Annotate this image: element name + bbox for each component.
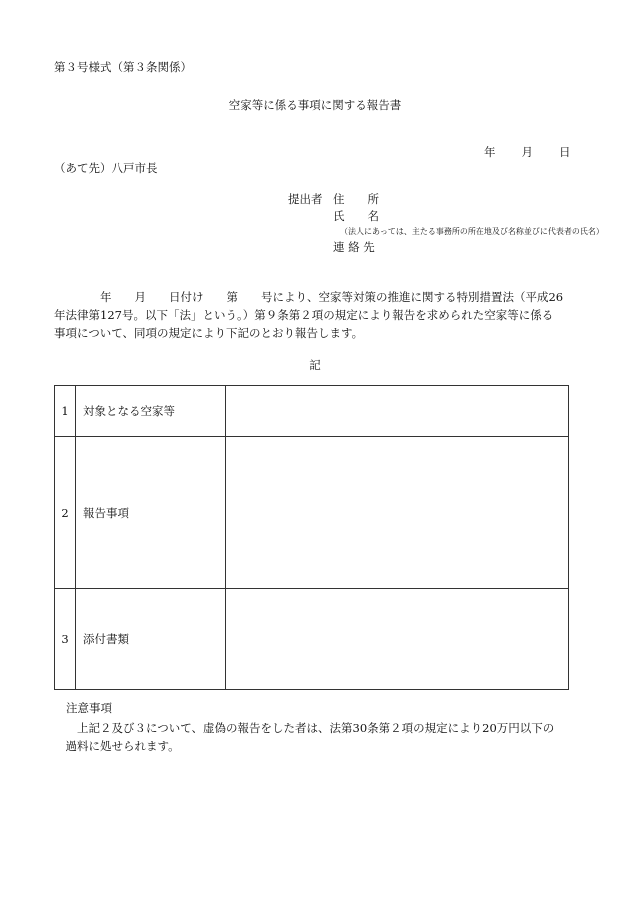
document-title: 空家等に係る事項に関する報告書 [228,98,402,112]
form-number: 第３号様式（第３条関係） [54,60,192,74]
ki-heading: 記 [309,358,321,372]
notes-heading: 注意事項 [66,701,112,715]
row-number: 1 [55,386,76,437]
row-item-label: 対象となる空家等 [76,386,226,437]
body-text [54,288,574,342]
body-line: 年 月 日付け 第 号により、空家等対策の推進に関する特別措置法（平成26 [54,290,564,304]
notes-line: 上記２及び３について、虚偽の報告をした者は、法第30条第２項の規定により20万円以下の [54,721,555,735]
row-number: 3 [55,589,76,690]
name-label: 氏 名 [333,209,379,223]
notes-text [54,719,554,755]
row-number: 2 [55,437,76,589]
address-label: 住 所 [333,192,379,206]
row-value-cell[interactable] [226,589,569,690]
contact-label: 連 絡 先 [333,240,375,254]
date-day: 日 [559,145,571,159]
table-row [55,386,569,437]
addressee: （あて先）八戸市長 [54,161,158,175]
row-value-cell[interactable] [226,386,569,437]
row-item-label: 報告事項 [76,437,226,589]
date-month: 月 [521,145,533,159]
row-item-label: 添付書類 [76,589,226,690]
report-table [54,385,569,690]
row-value-cell[interactable] [226,437,569,589]
submitter-label: 提出者 [288,192,323,206]
table-row [55,437,569,589]
body-line: 事項について、同項の規定により下記のとおり報告します。 [54,326,364,340]
body-line: 年法律第127号。以下「法」という。）第９条第２項の規定により報告を求められた空家等に係る [54,308,554,322]
date-line [484,144,571,160]
notes-line: 過料に処せられます。 [54,739,180,753]
name-note: （法人にあっては、主たる事務所の所在地及び名称並びに代表者の氏名） [340,227,604,236]
table-row [55,589,569,690]
date-year: 年 [484,145,496,159]
